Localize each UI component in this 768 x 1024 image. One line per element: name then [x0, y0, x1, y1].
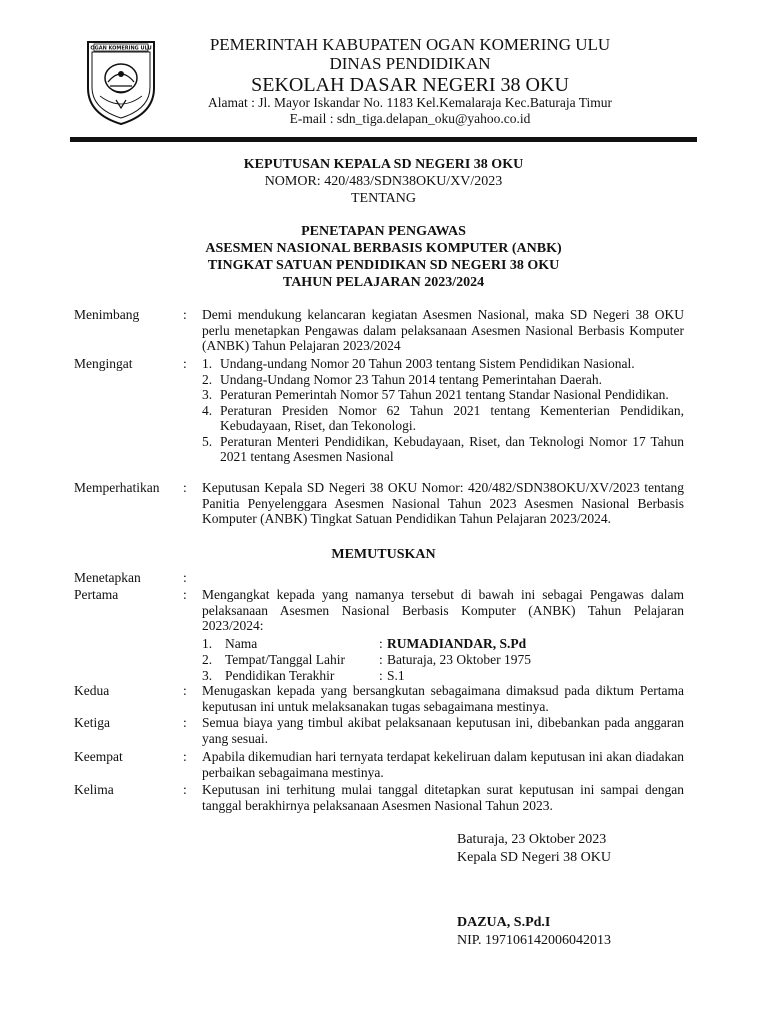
colon: :	[183, 307, 187, 322]
subject-line-2: ASESMEN NASIONAL BERBASIS KOMPUTER (ANBK)	[205, 241, 562, 256]
colon: :	[183, 587, 187, 602]
signatory-name: DAZUA, S.Pd.I	[457, 915, 551, 930]
memperhatikan-text: Keputusan Kepala SD Negeri 38 OKU Nomor: 420/482/SDN38OKU/XV/2023 tentang Panitia Penyelenggara Asesmen Nasional Tahun 2023 Asesmen Nasional Berbasis Komputer (ANBK) Tingkat Satuan Pendidikan Tahun Pelajaran 2023/2024.	[202, 480, 684, 526]
detail-field-education: Pendidikan Terakhir	[225, 668, 335, 683]
colon: :	[183, 749, 187, 764]
menimbang-label: Menimbang	[74, 307, 140, 322]
signature-position: Kepala SD Negeri 38 OKU	[457, 850, 611, 865]
logo-lettering: OGAN KOMERING ULU	[90, 45, 152, 52]
list-text: Peraturan Pemerintah Nomor 57 Tahun 2021 tentang Standar Nasional Pendidikan.	[220, 387, 669, 402]
detail-field-birth: Tempat/Tanggal Lahir	[225, 652, 345, 667]
school-email: E-mail : sdn_tiga.delapan_oku@yahoo.co.id	[289, 111, 531, 126]
subject-line-4: TAHUN PELAJARAN 2023/2024	[282, 275, 485, 290]
decree-title: KEPUTUSAN KEPALA SD NEGERI 38 OKU	[243, 157, 524, 172]
signatory-nip: NIP. 197106142006042013	[457, 933, 612, 948]
mengingat-list	[202, 356, 684, 465]
memperhatikan-label: Memperhatikan	[74, 480, 160, 495]
regency-emblem-logo	[82, 36, 160, 126]
decree-about: TENTANG	[351, 191, 416, 206]
list-number: 4.	[202, 402, 213, 418]
ketiga-label: Ketiga	[74, 715, 110, 730]
detail-number: 3.	[202, 668, 213, 683]
subject-line-1: PENETAPAN PENGAWAS	[301, 224, 466, 239]
colon: :	[183, 356, 187, 371]
list-number: 1.	[202, 356, 213, 371]
colon: :	[183, 782, 187, 797]
ketiga-text: Semua biaya yang timbul akibat pelaksanaan keputusan ini, dibebankan pada anggaran yang sesuai.	[202, 715, 684, 746]
detail-field-nama: Nama	[225, 636, 258, 651]
detail-value-education: S.1	[387, 668, 405, 683]
colon: :	[183, 570, 187, 585]
school-name: SEKOLAH DASAR NEGERI 38 OKU	[251, 74, 569, 96]
list-text: Undang-Undang Nomor 23 Tahun 2014 tentang Pemerintahan Daerah.	[220, 371, 602, 387]
kelima-text: Keputusan ini terhitung mulai tanggal ditetapkan surat keputusan ini sampai dengan tanggal berakhirnya pelaksanaan Asesmen Nasional Tahun 2023.	[202, 782, 684, 813]
colon: :	[379, 636, 383, 651]
signature-place-date: Baturaja, 23 Oktober 2023	[457, 832, 607, 847]
school-address: Alamat : Jl. Mayor Iskandar No. 1183 Kel.Kemalaraja Kec.Baturaja Timur	[207, 95, 613, 110]
list-item	[202, 434, 684, 465]
list-text: Peraturan Presiden Nomor 62 Tahun 2021 tentang Kementerian Pendidikan, Kebudayaan, Riset, dan Tekonologi.	[220, 402, 684, 433]
colon: :	[379, 668, 383, 683]
detail-number: 2.	[202, 652, 213, 667]
detail-value-birth: Baturaja, 23 Oktober 1975	[387, 652, 531, 667]
list-item	[202, 372, 684, 388]
agency-name: DINAS PENDIDIKAN	[329, 54, 491, 73]
memutuskan-heading: MEMUTUSKAN	[331, 547, 436, 562]
kelima-label: Kelima	[74, 782, 114, 797]
subject-line-3: TINGKAT SATUAN PENDIDIKAN SD NEGERI 38 OKU	[207, 258, 560, 273]
keempat-text: Apabila dikemudian hari ternyata terdapat kekeliruan dalam keputusan ini akan diadakan perbaikan sebagaimana mestinya.	[202, 749, 684, 780]
menetapkan-label: Menetapkan	[74, 570, 141, 585]
list-item	[202, 403, 684, 434]
list-text: Peraturan Menteri Pendidikan, Kebudayaan, Riset, dan Teknologi Nomor 17 Tahun 2021 tentang Asesmen Nasional	[220, 433, 684, 464]
list-number: 5.	[202, 433, 213, 449]
colon: :	[183, 480, 187, 495]
colon: :	[183, 683, 187, 698]
detail-number: 1.	[202, 636, 213, 651]
letterhead-divider	[70, 137, 697, 142]
pertama-text: Mengangkat kepada yang namanya tersebut di bawah ini sebagai Pengawas dalam pelaksanaan Asesmen Nasional Berbasis Komputer (ANBK) Tahun Pelajaran 2023/2024:	[202, 587, 684, 633]
mengingat-label: Mengingat	[74, 356, 133, 371]
list-number: 3.	[202, 387, 213, 402]
list-number: 2.	[202, 371, 213, 387]
pertama-label: Pertama	[74, 587, 119, 602]
government-name: PEMERINTAH KABUPATEN OGAN KOMERING ULU	[209, 35, 611, 54]
decree-number: NOMOR: 420/483/SDN38OKU/XV/2023	[264, 174, 503, 189]
list-item	[202, 356, 684, 372]
kedua-text: Menugaskan kepada yang bersangkutan sebagaimana dimaksud pada diktum Pertama keputusan ini untuk melaksanakan tugas sebagaimana mestinya.	[202, 683, 684, 714]
colon: :	[379, 652, 383, 667]
detail-value-nama: RUMADIANDAR, S.Pd	[387, 636, 527, 651]
list-item	[202, 387, 684, 403]
colon: :	[183, 715, 187, 730]
keempat-label: Keempat	[74, 749, 123, 764]
kedua-label: Kedua	[74, 683, 110, 698]
list-text: Undang-undang Nomor 20 Tahun 2003 tentang Sistem Pendidikan Nasional.	[220, 356, 635, 371]
menimbang-text: Demi mendukung kelancaran kegiatan Asesmen Nasional, maka SD Negeri 38 OKU perlu menetapkan Pengawas dalam pelaksanaan Asesmen Nasional Berbasis Komputer (ANBK) Tahun Pelajaran 2023/2024	[202, 307, 684, 353]
